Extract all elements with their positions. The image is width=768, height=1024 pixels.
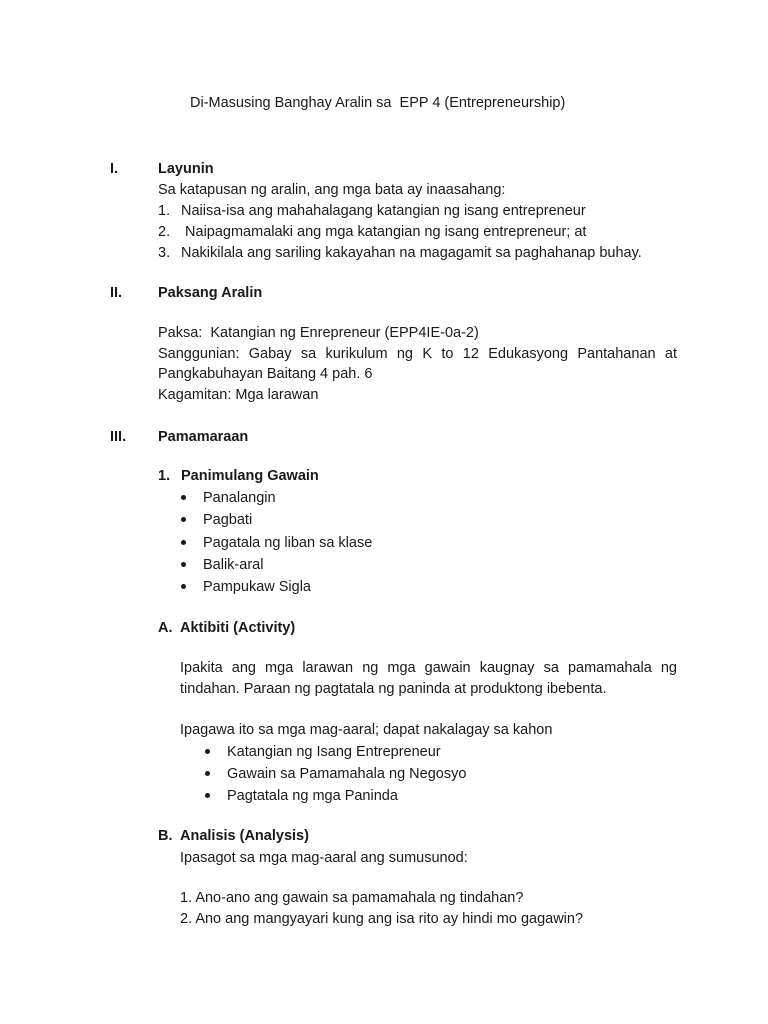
subsection-a-letter: A. (158, 620, 173, 636)
section-2-number: II. (110, 285, 123, 301)
objective-2-number: 2. (158, 224, 171, 240)
panimula-item-3: Pagatala ng liban sa klase (203, 535, 373, 551)
bullet-icon (205, 771, 210, 776)
sanggunian-line-1: Sanggunian: Gabay sa kurikulum ng K to 12 Edukasyong Pantahanan at (158, 346, 677, 362)
analysis-question-2: 2. Ano ang mangyayari kung ang isa rito ay hindi mo gagawin? (180, 911, 584, 927)
analysis-intro: Ipasagot sa mga mag-aaral ang sumusunod: (180, 850, 468, 866)
section-3-heading: Pamamaraan (158, 429, 249, 445)
bullet-icon (181, 540, 186, 545)
bullet-icon (181, 517, 186, 522)
document-title: Di-Masusing Banghay Aralin sa EPP 4 (Entrepreneurship) (190, 95, 566, 111)
objective-3-text: Nakikilala ang sariling kakayahan na magagamit sa paghahanap buhay. (181, 245, 642, 261)
panimula-item-5: Pampukaw Sigla (203, 579, 311, 595)
analysis-question-1: 1. Ano-ano ang gawain sa pamamahala ng tindahan? (180, 890, 524, 906)
activity-item-3: Pagtatala ng mga Paninda (227, 788, 398, 804)
section-1-intro: Sa katapusan ng aralin, ang mga bata ay inaasahang: (158, 182, 506, 198)
bullet-icon (205, 793, 210, 798)
section-1-number: I. (110, 161, 119, 177)
activity-instruction: Ipagawa ito sa mga mag-aaral; dapat nakalagay sa kahon (180, 722, 553, 738)
activity-paragraph-line-2: tindahan. Paraan ng pagtatala ng paninda at produktong ibebenta. (180, 681, 607, 697)
bullet-icon (181, 584, 186, 589)
subsection-a-heading: Aktibiti (Activity) (180, 620, 296, 636)
objective-3-number: 3. (158, 245, 171, 261)
subsection-b-heading: Analisis (Analysis) (180, 828, 309, 844)
section-3-number: III. (110, 429, 127, 445)
activity-paragraph-line-1: Ipakita ang mga larawan ng mga gawain kaugnay sa pamamahala ng (180, 660, 677, 676)
objective-1-number: 1. (158, 203, 171, 219)
activity-item-2: Gawain sa Pamamahala ng Negosyo (227, 766, 467, 782)
activity-item-1: Katangian ng Isang Entrepreneur (227, 744, 441, 760)
panimula-item-1: Panalangin (203, 490, 276, 506)
subsection-1-heading: Panimulang Gawain (181, 468, 319, 484)
objective-1-text: Naiisa-isa ang mahahalagang katangian ng isang entrepreneur (181, 203, 586, 219)
kagamitan-line: Kagamitan: Mga larawan (158, 387, 319, 403)
bullet-icon (205, 749, 210, 754)
panimula-item-4: Balik-aral (203, 557, 264, 573)
objective-2-text: Naipagmamalaki ang mga katangian ng isang entrepreneur; at (181, 224, 587, 240)
section-1-heading: Layunin (158, 161, 214, 177)
panimula-item-2: Pagbati (203, 512, 253, 528)
section-2-heading: Paksang Aralin (158, 285, 263, 301)
bullet-icon (181, 562, 186, 567)
sanggunian-line-2: Pangkabuhayan Baitang 4 pah. 6 (158, 366, 373, 382)
bullet-icon (181, 495, 186, 500)
subsection-b-letter: B. (158, 828, 173, 844)
subsection-1-number: 1. (158, 468, 171, 484)
paksa-line: Paksa: Katangian ng Enrepreneur (EPP4IE-0a-2) (158, 325, 479, 341)
